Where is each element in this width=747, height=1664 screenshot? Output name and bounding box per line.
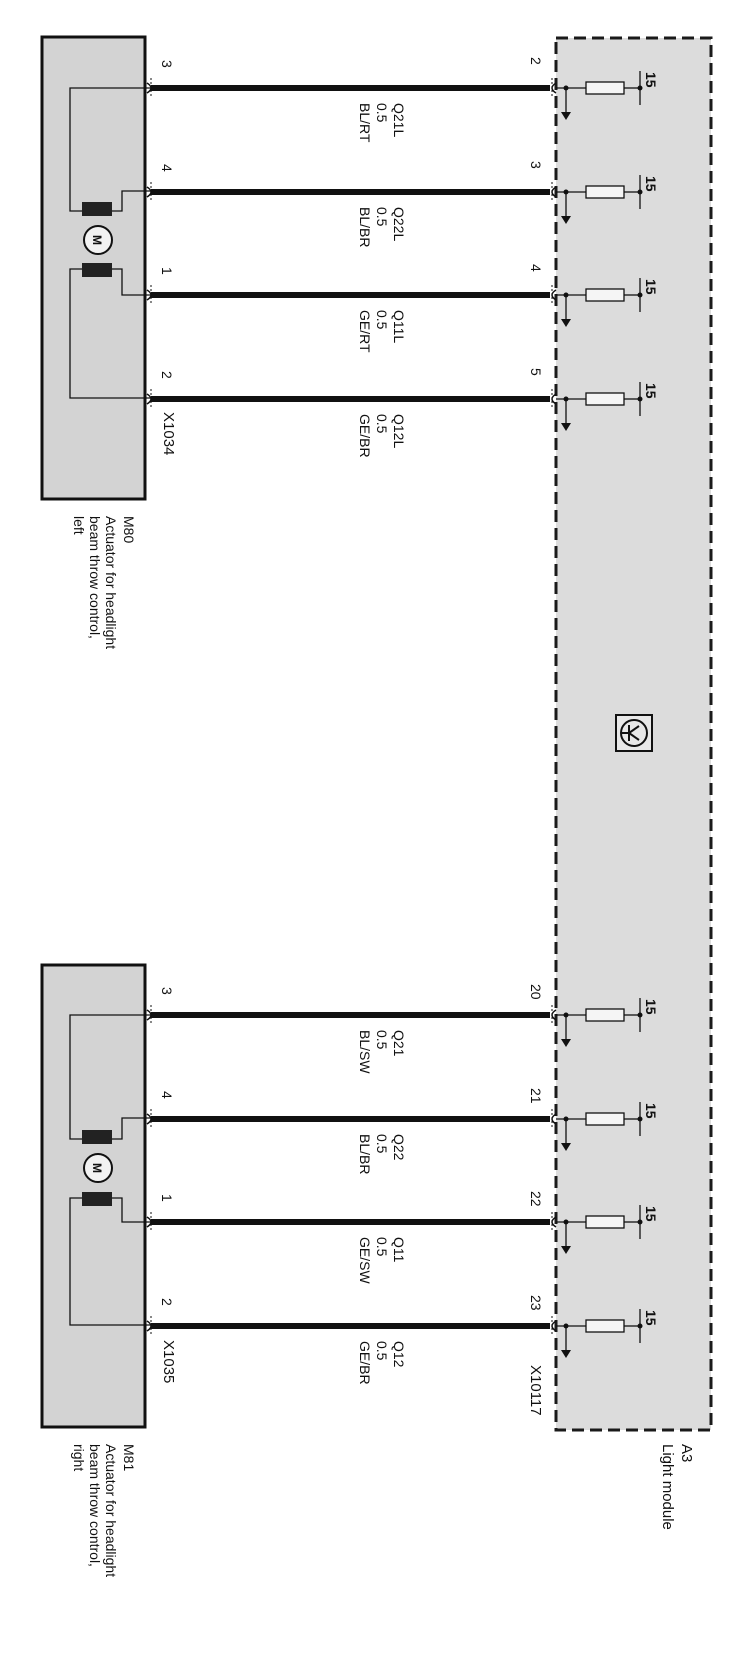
fuse-terminal-label: 15 (643, 1310, 659, 1326)
actuator-pin-number: 2 (159, 1298, 175, 1306)
wire-gauge: 0.5 (374, 1341, 390, 1361)
wire-color: GE/BR (357, 1341, 373, 1385)
wire-gauge: 0.5 (374, 1237, 390, 1257)
fuse-terminal-label: 15 (643, 72, 659, 88)
motor-symbol-label: M (90, 1163, 104, 1173)
resistor-symbol (586, 393, 624, 405)
wire-code: Q11L (391, 310, 407, 344)
wire-label (357, 1237, 407, 1284)
light-module-name: Light module (659, 1444, 676, 1530)
wire-color: GE/SW (357, 1237, 373, 1284)
wire-color: GE/RT (357, 310, 373, 353)
junction-dot (638, 1117, 643, 1122)
fuse-terminal-label: 15 (643, 999, 659, 1015)
module-pin-number: 20 (528, 984, 544, 1000)
wire-label (357, 1030, 407, 1074)
actuator-name-line: Actuator for headlight (103, 516, 119, 650)
actuator-pin-number: 4 (159, 164, 175, 172)
fuse-terminal-label: 15 (643, 383, 659, 399)
wire-color: GE/BR (357, 414, 373, 458)
wire-code: Q21L (391, 103, 407, 138)
wire-gauge: 0.5 (374, 207, 390, 227)
actuator-description (71, 1444, 137, 1577)
junction-dot (638, 1220, 643, 1225)
wire-gauge: 0.5 (374, 1030, 390, 1050)
actuator-name-line: right (71, 1444, 87, 1472)
actuator-pin-number: 4 (159, 1091, 175, 1099)
actuator-name-line: beam throw control, (87, 516, 103, 639)
resistor-symbol (586, 82, 624, 94)
wire-color: BL/BR (357, 1134, 373, 1175)
actuator-connector-label: X1035 (160, 1340, 177, 1384)
actuator-pin-number: 1 (159, 1194, 175, 1202)
coil-symbol (82, 1192, 112, 1206)
wire-label (357, 310, 407, 353)
wire-color: BL/BR (357, 207, 373, 248)
wire-code: Q11 (391, 1237, 407, 1263)
resistor-symbol (586, 289, 624, 301)
wire-label (357, 1134, 407, 1174)
coil-symbol (82, 1130, 112, 1144)
module-pin-number: 5 (528, 368, 544, 376)
module-pin-number: 2 (528, 57, 544, 65)
motor-symbol-label: M (90, 235, 104, 245)
junction-dot (638, 190, 643, 195)
wire-code: Q21 (391, 1030, 407, 1057)
resistor-symbol (586, 1320, 624, 1332)
resistor-symbol (586, 1009, 624, 1021)
wire-label (357, 103, 407, 143)
fuse-terminal-label: 15 (643, 176, 659, 192)
wire-label (357, 207, 407, 247)
junction-dot (638, 293, 643, 298)
wire-code: Q12L (391, 414, 407, 449)
actuator-name-line: Actuator for headlight (103, 1444, 119, 1578)
actuator-pin-number: 3 (159, 60, 175, 68)
actuator-pin-number: 2 (159, 371, 175, 379)
actuator-description (71, 516, 137, 649)
resistor-symbol (586, 1216, 624, 1228)
wire-gauge: 0.5 (374, 103, 390, 123)
wire-gauge: 0.5 (374, 1134, 390, 1154)
connector-pin-end (147, 394, 151, 404)
wire-label (357, 1341, 407, 1385)
junction-dot (638, 1324, 643, 1329)
wire-gauge: 0.5 (374, 414, 390, 434)
module-pin-number: 22 (528, 1191, 544, 1207)
module-connector-label: X10117 (527, 1365, 544, 1416)
module-pin-number: 23 (528, 1295, 544, 1311)
resistor-symbol (586, 186, 624, 198)
wire-label (357, 414, 407, 458)
connector-pin-end (147, 1321, 151, 1331)
wire-color: BL/SW (357, 1030, 373, 1074)
wire-code: Q22L (391, 207, 407, 242)
connector-pin-end (147, 187, 151, 197)
actuator-pin-number: 3 (159, 987, 175, 995)
actuator-id: M81 (121, 1444, 137, 1472)
actuator-connector-label: X1034 (160, 412, 177, 456)
fuse-terminal-label: 15 (643, 1103, 659, 1119)
junction-dot (638, 86, 643, 91)
light-module-id: A3 (678, 1444, 695, 1463)
resistor-symbol (586, 1113, 624, 1125)
junction-dot (638, 397, 643, 402)
actuator-pin-number: 1 (159, 267, 175, 275)
module-pin-number: 21 (528, 1088, 544, 1104)
actuator-id: M80 (121, 516, 137, 544)
coil-symbol (82, 202, 112, 216)
fuse-terminal-label: 15 (643, 279, 659, 295)
electronic-module-icon (616, 715, 652, 751)
junction-dot (638, 1013, 643, 1018)
module-pin-number: 4 (528, 264, 544, 272)
wire-gauge: 0.5 (374, 310, 390, 330)
actuator-name-line: left (71, 516, 87, 535)
actuator-name-line: beam throw control, (87, 1444, 103, 1567)
coil-symbol (82, 263, 112, 277)
wire-code: Q12 (391, 1341, 407, 1368)
wire-code: Q22 (391, 1134, 407, 1161)
light-module-label (659, 1444, 695, 1530)
wire-color: BL/RT (357, 103, 373, 143)
connector-pin-end (147, 1114, 151, 1124)
module-pin-number: 3 (528, 161, 544, 169)
fuse-terminal-label: 15 (643, 1206, 659, 1222)
